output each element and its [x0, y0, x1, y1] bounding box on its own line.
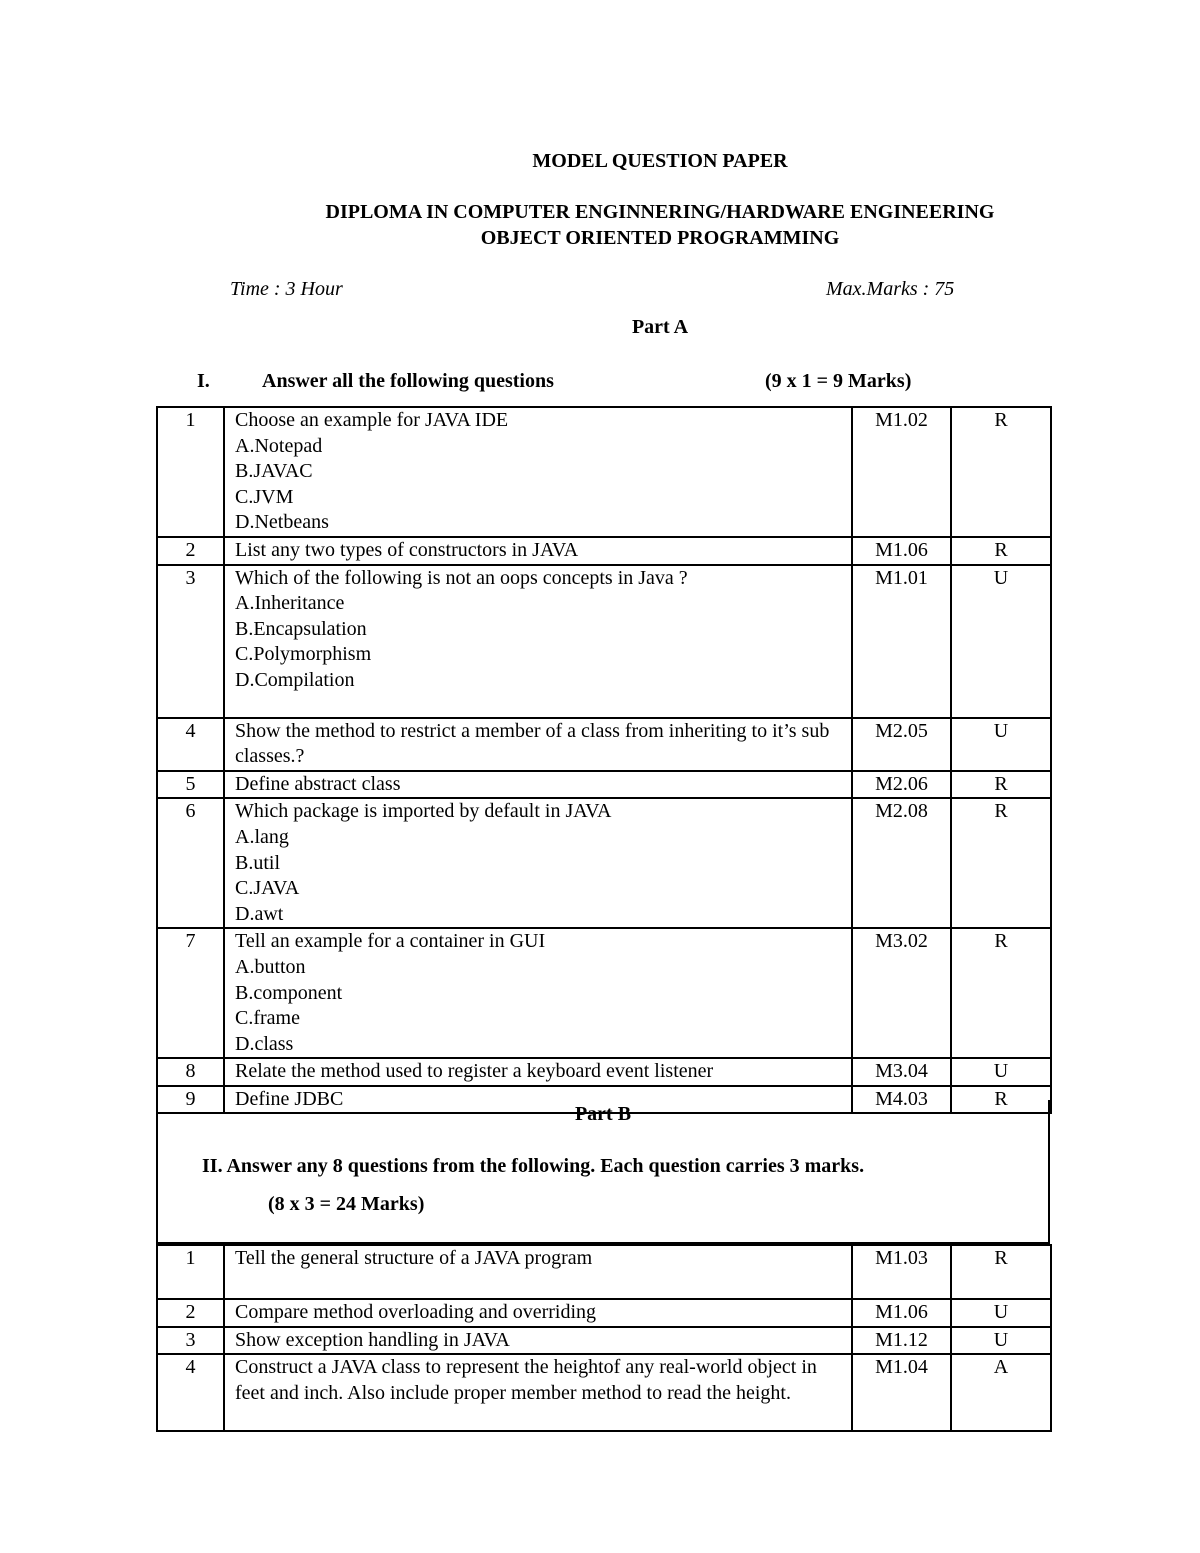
question-cell	[224, 1058, 852, 1086]
answer-option: B.Encapsulation	[235, 617, 367, 640]
outcome-code: M1.04	[852, 1354, 951, 1431]
question-row	[157, 928, 1051, 1058]
section-number: I.	[197, 370, 210, 392]
answer-option: A.lang	[235, 825, 289, 848]
section-marks: (9 x 1 = 9 Marks)	[765, 370, 912, 392]
question-row	[157, 1354, 1051, 1431]
question-row	[157, 407, 1051, 537]
question-text: Compare method overloading and overriding	[235, 1301, 597, 1323]
question-number: 3	[157, 1327, 224, 1355]
question-cell	[224, 1327, 852, 1355]
answer-option: C.JVM	[235, 485, 294, 508]
question-text: Choose an example for JAVA IDE	[235, 409, 509, 431]
question-number: 3	[157, 565, 224, 718]
answer-option: C.Polymorphism	[235, 643, 372, 666]
cognitive-level: R	[951, 1086, 1051, 1114]
section-instruction: Answer all the following questions	[262, 370, 554, 392]
part-b-question-table	[156, 1244, 1052, 1432]
question-number: 6	[157, 798, 224, 928]
answer-option: B.component	[235, 981, 343, 1004]
outcome-code: M1.12	[852, 1327, 951, 1355]
outcome-code: M3.02	[852, 928, 951, 1058]
part-b-instruction: II. Answer any 8 questions from the following. Each question carries 3 marks.	[202, 1155, 865, 1177]
question-row	[157, 1299, 1051, 1327]
course-title: DIPLOMA IN COMPUTER ENGINNERING/HARDWARE ENGINEERING	[325, 201, 995, 223]
question-text: Relate the method used to register a keyboard event listener	[235, 1060, 714, 1083]
outcome-code: M2.05	[852, 718, 951, 771]
question-number: 5	[157, 771, 224, 799]
question-row	[157, 1327, 1051, 1355]
question-cell	[224, 928, 852, 1058]
cognitive-level: R	[951, 771, 1051, 799]
question-row	[157, 1058, 1051, 1086]
question-cell	[224, 1299, 852, 1327]
max-marks-label: Max.Marks : 75	[826, 278, 955, 300]
question-number: 1	[157, 407, 224, 537]
answer-option: A.Inheritance	[235, 592, 345, 615]
question-number: 8	[157, 1058, 224, 1086]
outcome-code: M2.08	[852, 798, 951, 928]
question-cell	[224, 718, 852, 771]
cognitive-level: R	[951, 928, 1051, 1058]
cognitive-level: R	[951, 537, 1051, 565]
cognitive-level: U	[951, 1058, 1051, 1086]
outcome-code: M1.06	[852, 1299, 951, 1327]
part-b-marks: (8 x 3 = 24 Marks)	[268, 1193, 425, 1215]
question-number: 7	[157, 928, 224, 1058]
part-a-question-table	[156, 406, 1052, 1114]
outcome-code: M4.03	[852, 1086, 951, 1114]
time-label: Time : 3 Hour	[230, 278, 343, 300]
question-text: Which package is imported by default in JAVA	[235, 800, 612, 823]
answer-option: B.JAVAC	[235, 460, 313, 483]
cognitive-level: R	[951, 798, 1051, 928]
cognitive-level: A	[951, 1354, 1051, 1431]
cognitive-level: U	[951, 1327, 1051, 1355]
part-b-header-box	[156, 1100, 1050, 1244]
question-text: Show the method to restrict a member of a class from inheriting to it’s sub classes.?	[235, 719, 830, 768]
question-text: Tell an example for a container in GUI	[235, 930, 546, 953]
question-cell	[224, 771, 852, 799]
question-text: List any two types of constructors in JAVA	[235, 538, 579, 561]
outcome-code: M1.06	[852, 537, 951, 565]
answer-option: B.util	[235, 851, 281, 874]
question-number: 4	[157, 1354, 224, 1431]
question-text: Define abstract class	[235, 772, 401, 795]
outcome-code: M3.04	[852, 1058, 951, 1086]
answer-option: D.awt	[235, 902, 284, 925]
answer-option: C.frame	[235, 1007, 300, 1030]
cognitive-level: R	[951, 407, 1051, 537]
answer-option: D.Netbeans	[235, 511, 329, 534]
cognitive-level: R	[951, 1245, 1051, 1299]
outcome-code: M1.03	[852, 1245, 951, 1299]
question-text: Tell the general structure of a JAVA program	[235, 1247, 593, 1269]
question-text: Construct a JAVA class to represent the heightof any real-world object in feet and inch. Also include proper member method to read the height.	[235, 1356, 817, 1404]
question-row	[157, 537, 1051, 565]
question-cell	[224, 407, 852, 537]
cognitive-level: U	[951, 565, 1051, 718]
answer-option: A.button	[235, 955, 306, 978]
answer-option: D.Compilation	[235, 668, 355, 691]
question-number: 1	[157, 1245, 224, 1299]
part-b-title: Part B	[574, 1103, 632, 1125]
cognitive-level: U	[951, 1299, 1051, 1327]
part-a-title: Part A	[631, 316, 689, 338]
outcome-code: M1.01	[852, 565, 951, 718]
subject-title: OBJECT ORIENTED PROGRAMMING	[480, 227, 840, 249]
question-number: 2	[157, 1299, 224, 1327]
question-cell	[224, 565, 852, 718]
answer-option: D.class	[235, 1032, 294, 1055]
question-cell	[224, 1245, 852, 1299]
question-number: 4	[157, 718, 224, 771]
question-row	[157, 798, 1051, 928]
question-text: Define JDBC	[235, 1087, 344, 1110]
question-cell	[224, 537, 852, 565]
question-cell	[224, 1354, 852, 1431]
question-number: 2	[157, 537, 224, 565]
answer-option: C.JAVA	[235, 877, 300, 900]
outcome-code: M1.02	[852, 407, 951, 537]
question-cell	[224, 798, 852, 928]
question-row	[157, 771, 1051, 799]
question-number: 9	[157, 1086, 224, 1114]
outcome-code: M2.06	[852, 771, 951, 799]
question-row	[157, 1245, 1051, 1299]
question-row	[157, 565, 1051, 718]
question-text: Show exception handling in JAVA	[235, 1328, 510, 1351]
question-row	[157, 718, 1051, 771]
answer-option: A.Notepad	[235, 434, 323, 457]
cognitive-level: U	[951, 718, 1051, 771]
question-text: Which of the following is not an oops concepts in Java ?	[235, 566, 688, 589]
paper-title: MODEL QUESTION PAPER	[532, 150, 788, 172]
